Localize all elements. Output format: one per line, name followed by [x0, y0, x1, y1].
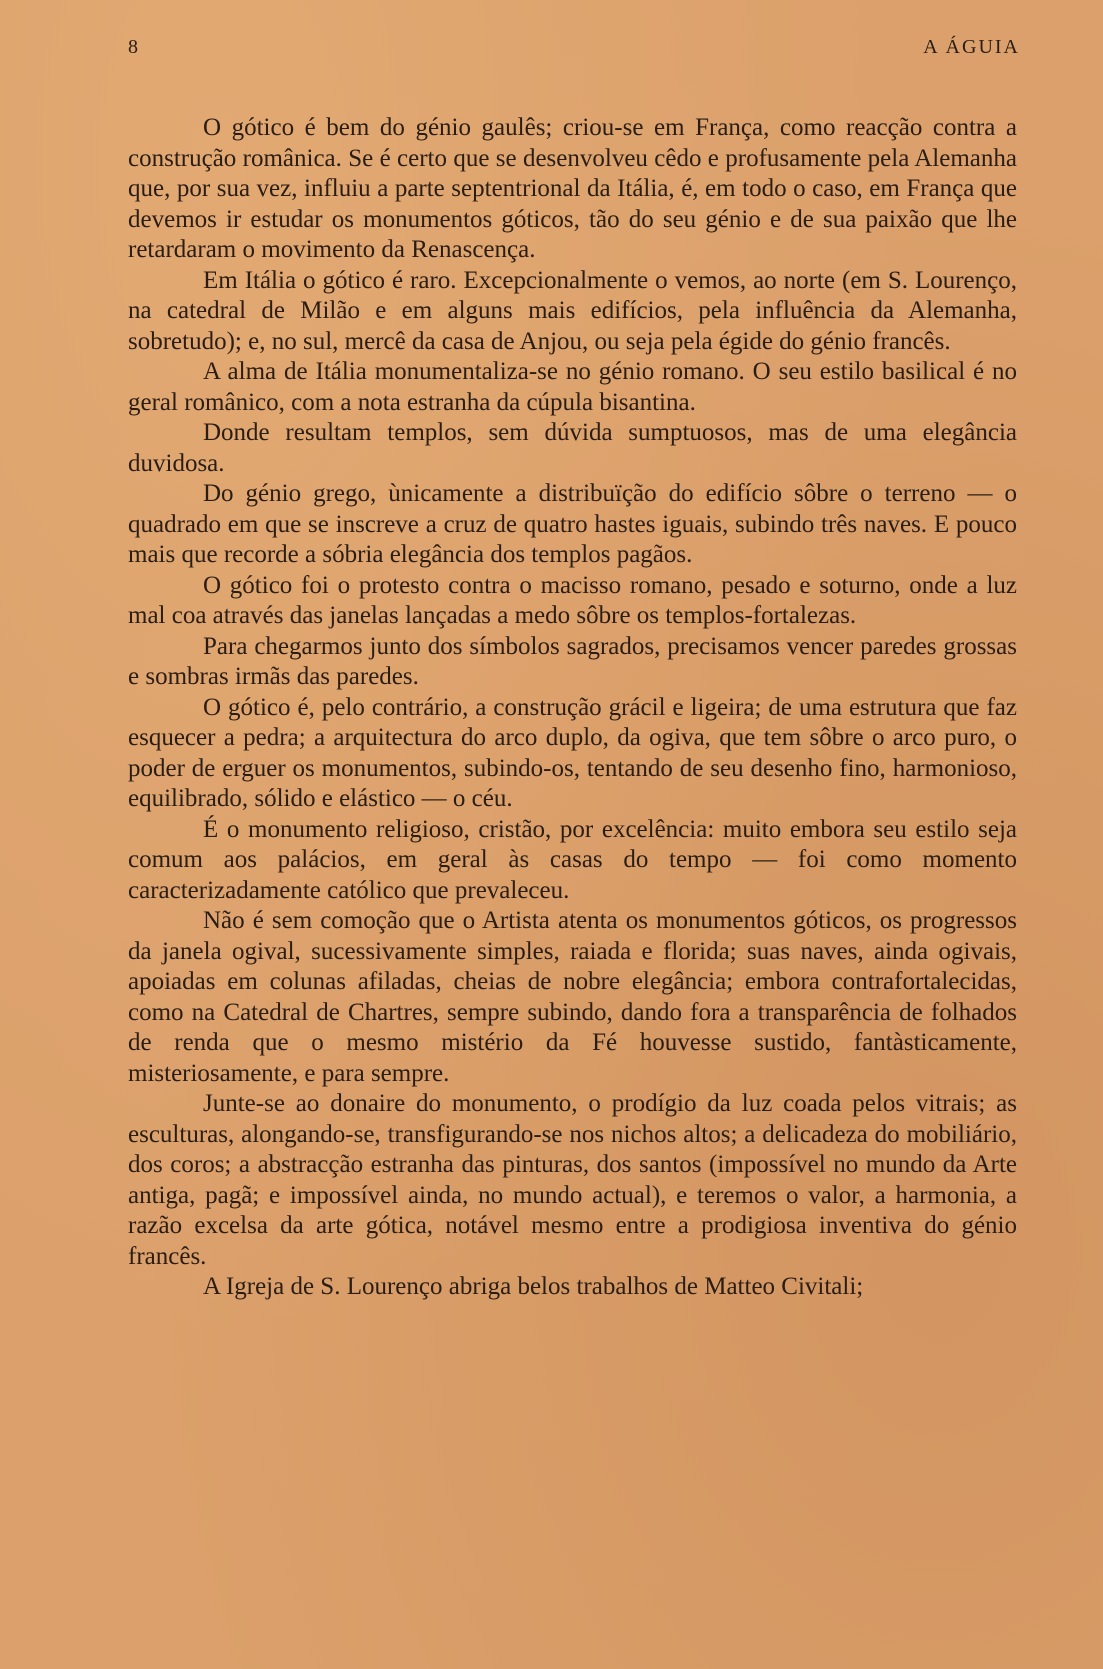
paragraph: O gótico foi o protesto contra o macisso romano, pesado e soturno, onde a luz mal coa através das janelas lançadas a medo sôbre os templos-fortalezas. — [128, 571, 1017, 629]
paragraph: Do génio grego, ùnicamente a distribuïção do edifício sôbre o terreno — o quadrado em que se inscreve a cruz de quatro hastes iguais, subindo três naves. E pouco mais que recorde a sóbria elegância dos templos pagãos. — [128, 480, 1017, 568]
body-text — [128, 113, 1017, 1303]
page-number: 8 — [128, 36, 139, 58]
paragraph: Em Itália o gótico é raro. Excepcionalmente o vemos, ao norte (em S. Lourenço, na catedral de Milão e em alguns mais edifícios, pela influência da Alemanha, sobretudo); e, no sul, mercê da casa de Anjou, ou seja pela égide do génio francês. — [128, 266, 1017, 355]
paragraph: Para chegarmos junto dos símbolos sagrados, precisamos vencer paredes grossas e sombras irmãs das paredes. — [128, 632, 1017, 690]
paragraph: Não é sem comoção que o Artista atenta os monumentos góticos, os progressos da janela ogival, sucessivamente simples, raiada e florida; suas naves, ainda ogivais, apoiadas em colunas afiladas, cheias de nobre elegância; embora contrafortalecidas, como na Catedral de Chartres, sempre subindo, dando fora a transparência de folhados de renda que o mesmo mistério da Fé houvesse sustido, fantàsticamente, misteriosamente, e para sempre. — [128, 907, 1017, 1087]
paragraph: A alma de Itália monumentaliza-se no génio romano. O seu estilo basilical é no geral românico, com a nota estranha da cúpula bisantina. — [128, 358, 1017, 416]
paragraph: O gótico é bem do génio gaulês; criou-se em França, como reacção contra a construção românica. Se é certo que se desenvolveu cêdo e profusamente pela Alemanha que, por sua vez, influiu a parte septentrional da Itália, é, em todo o caso, em França que devemos ir estudar os monumentos góticos, tão do seu génio e de sua paixão que lhe retardaram o movimento da Renascença. — [128, 114, 1017, 263]
paragraph: Junte-se ao donaire do monumento, o prodígio da luz coada pelos vitrais; as esculturas, alongando-se, transfigurando-se nos nichos altos; a delicadeza do mobiliário, dos coros; a abstracção estranha das pinturas, dos santos (impossível no mundo da Arte antiga, pagã; e impossível ainda, no mundo actual), e teremos o valor, a harmonia, a razão excelsa da arte gótica, notável mesmo entre a prodigiosa inventiva do génio francês. — [128, 1090, 1017, 1270]
journal-title: A ÁGUIA — [923, 36, 1020, 58]
paragraph: É o monumento religioso, cristão, por excelência: muito embora seu estilo seja comum aos palácios, em geral às casas do tempo — foi como momento caracterizadamente católico que prevaleceu. — [128, 815, 1017, 904]
paragraph: Donde resultam templos, sem dúvida sumptuosos, mas de uma elegância duvidosa. — [128, 419, 1017, 477]
paragraph: A Igreja de S. Lourenço abriga belos trabalhos de Matteo Civitali; — [203, 1273, 864, 1300]
running-head — [128, 36, 1020, 66]
paragraph: O gótico é, pelo contrário, a construção grácil e ligeira; de uma estrutura que faz esquecer a pedra; a arquitectura do arco duplo, da ogiva, que tem sôbre o arco puro, o poder de erguer os monumentos, subindo-os, tentando de seu desenho fino, harmonioso, equilibrado, sólido e elástico — o céu. — [128, 693, 1017, 812]
